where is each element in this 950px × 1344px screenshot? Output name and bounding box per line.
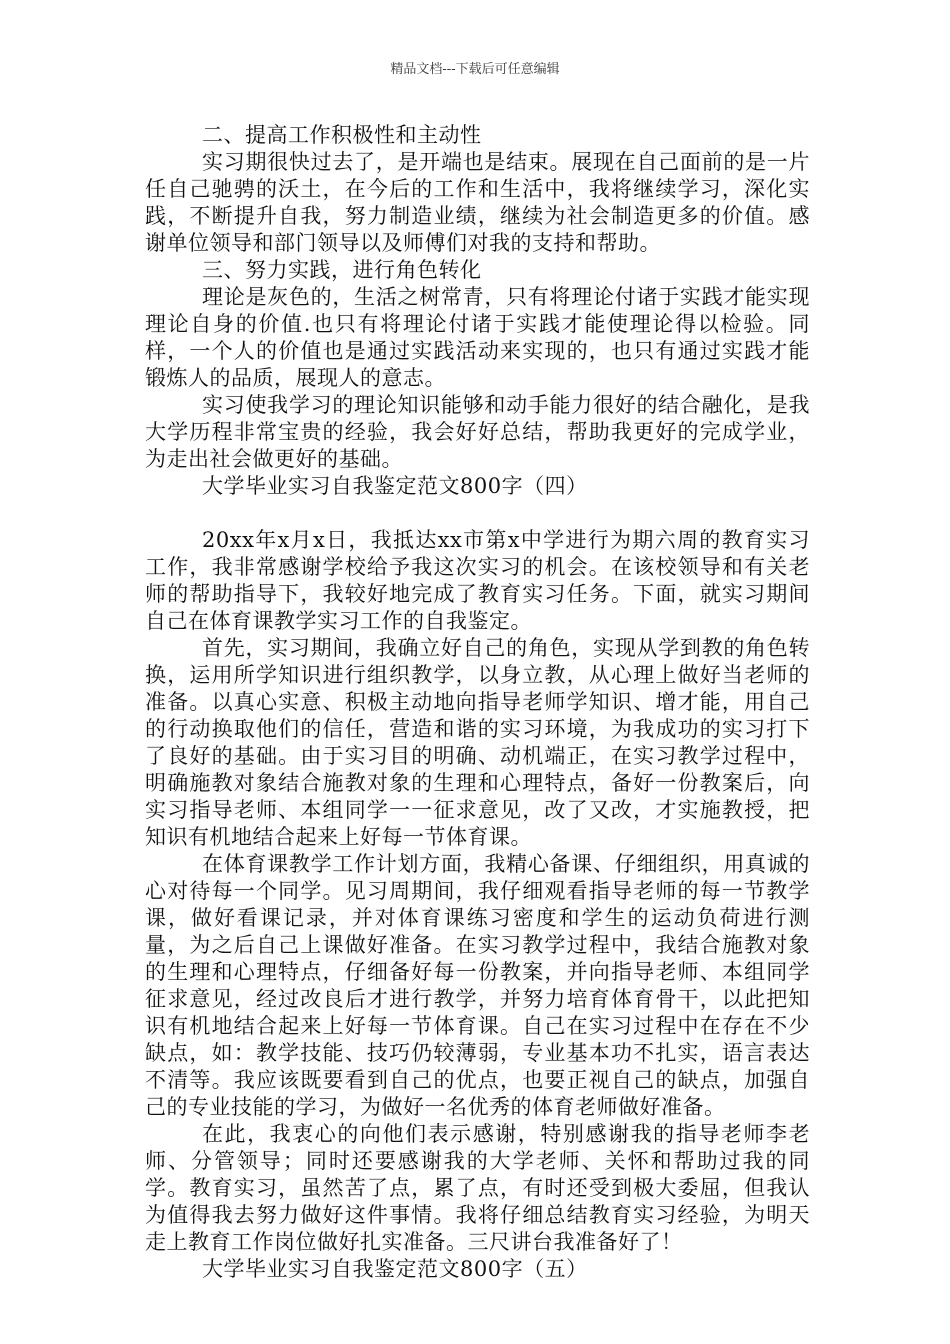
article-title: 大学毕业实习自我鉴定范文800字（四） [202,474,588,498]
body-paragraph: 理论是灰色的，生活之树常青，只有将理论付诸于实践才能实现理论自身的价值.也只有将理论付诸于实践才能使理论得以检验。同样，一个人的价值也是通过实践活动来实现的，也只有通过实践才能锻炼人的品质，展现人的意志。 [145,285,810,390]
section-heading: 二、提高工作积极性和主动性 [202,123,482,147]
body-paragraph: 实习期很快过去了，是开端也是结束。展现在自己面前的是一片任自己驰骋的沃土，在今后的工作和生活中，我将继续学习，深化实践，不断提升自我，努力制造业绩，继续为社会制造更多的价值。感谢单位领导和部门领导以及师傅们对我的支持和帮助。 [145,150,810,255]
article-title: 大学毕业实习自我鉴定范文800字（五） [202,1257,588,1281]
body-paragraph: 首先，实习期间，我确立好自己的角色，实现从学到教的角色转换，运用所学知识进行组织教学，以身立教，从心理上做好当老师的准备。以真心实意、积极主动地向指导老师学知识、增才能，用自己的行动换取他们的信任，营造和谐的实习环境，为我成功的实习打下了良好的基础。由于实习目的明确、动机端正，在实习教学过程中，明确施教对象结合施教对象的生理和心理特点，备好一份教案后，向实习指导老师、本组同学一一征求意见，改了又改，才实施教授，把知识有机地结合起来上好每一节体育课。 [145,636,810,849]
page-header: 精品文档---下载后可任意编辑 [390,62,560,77]
body-paragraph: 在体育课教学工作计划方面，我精心备课、仔细组织，用真诚的心对待每一个同学。见习周期间，我仔细观看指导老师的每一节教学课，做好看课记录，并对体育课练习密度和学生的运动负荷进行测量，为之后自己上课做好准备。在实习教学过程中，我结合施教对象的生理和心理特点，仔细备好每一份教案，并向指导老师、本组同学征求意见，经过改良后才进行教学，并努力培育体育骨干，以此把知识有机地结合起来上好每一节体育课。自己在实习过程中在存在不少缺点，如：教学技能、技巧仍较薄弱，专业基本功不扎实，语言表达不清等。我应该既要看到自己的优点，也要正视自己的缺点，加强自己的专业技能的学习，为做好一名优秀的体育老师做好准备。 [145,852,810,1119]
body-paragraph: 在此，我衷心的向他们表示感谢，特别感谢我的指导老师李老师、分管领导；同时还要感谢我的大学老师、关怀和帮助过我的同学。教育实习，虽然苦了点，累了点，有时还受到极大委屈，但我认为值得我去努力做好这件事情。我将仔细总结教育实习经验，为明天走上教育工作岗位做好扎实准备。三尺讲台我准备好了！ [145,1122,810,1254]
document-body [145,122,810,1283]
body-paragraph: 实习使我学习的理论知识能够和动手能力很好的结合融化，是我大学历程非常宝贵的经验，我会好好总结，帮助我更好的完成学业，为走出社会做更好的基础。 [145,393,810,471]
section-heading: 三、努力实践，进行角色转化 [202,258,482,282]
body-paragraph: 20xx年x月x日，我抵达xx市第x中学进行为期六周的教育实习工作，我非常感谢学校给予我这次实习的机会。在该校领导和有关老师的帮助指导下，我较好地完成了教育实习任务。下面，就实习期间自己在体育课教学实习工作的自我鉴定。 [145,528,810,633]
